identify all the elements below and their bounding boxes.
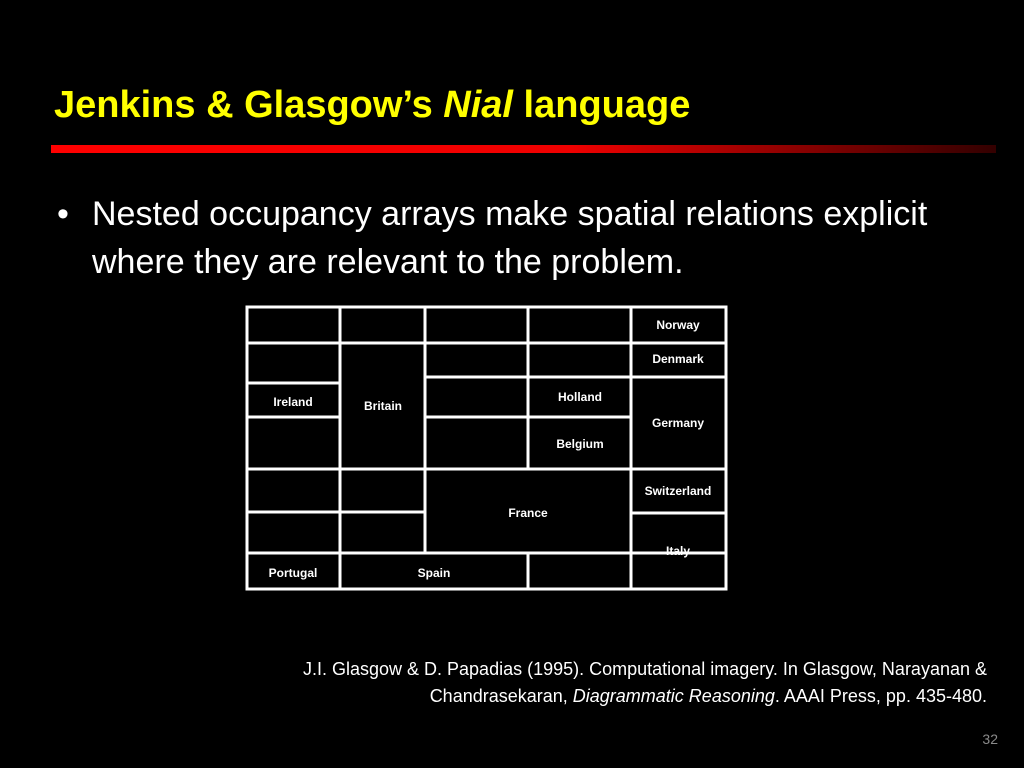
bullet-mark: • [57,195,69,233]
occupancy-array-svg [245,305,728,591]
cell-label-ireland: Ireland [273,395,313,409]
reference-book-title: Diagrammatic Reasoning [572,686,775,706]
cell-label-denmark: Denmark [652,352,704,366]
reference-citation [87,656,987,710]
title-part2: language [512,84,691,126]
cell-label-britain: Britain [363,399,403,413]
reference-line-1: J.I. Glasgow & D. Papadias (1995). Computational imagery. In Glasgow, Narayanan & [302,659,987,679]
page-number: 32 [982,731,998,747]
cell-label-portugal: Portugal [268,566,318,580]
cell-label-germany: Germany [651,416,705,430]
title-rule [51,145,996,153]
cell-label-france: France [508,506,548,520]
title-part1: Jenkins & Glasgow’s [54,84,444,126]
occupancy-array-diagram [245,305,728,591]
reference-authors: Chandrasekaran, [429,686,573,706]
outer-border [247,307,726,589]
title-italic: Nial [443,84,513,126]
reference-publisher: . AAAI Press, pp. 435-480. [774,686,987,706]
cell-label-switzerland: Switzerland [644,484,712,498]
cell-label-holland: Holland [558,390,602,404]
cell-label-belgium: Belgium [556,437,604,451]
cell-label-italy: Italy [665,544,691,558]
slide-title [54,84,690,127]
diagram-grid-lines [247,307,726,589]
reference-line-2 [87,683,987,710]
cell-label-norway: Norway [656,318,700,332]
bullet-text: Nested occupancy arrays make spatial relations explicit where they are relevant to the problem. [92,195,928,281]
cell-label-spain: Spain [417,566,451,580]
